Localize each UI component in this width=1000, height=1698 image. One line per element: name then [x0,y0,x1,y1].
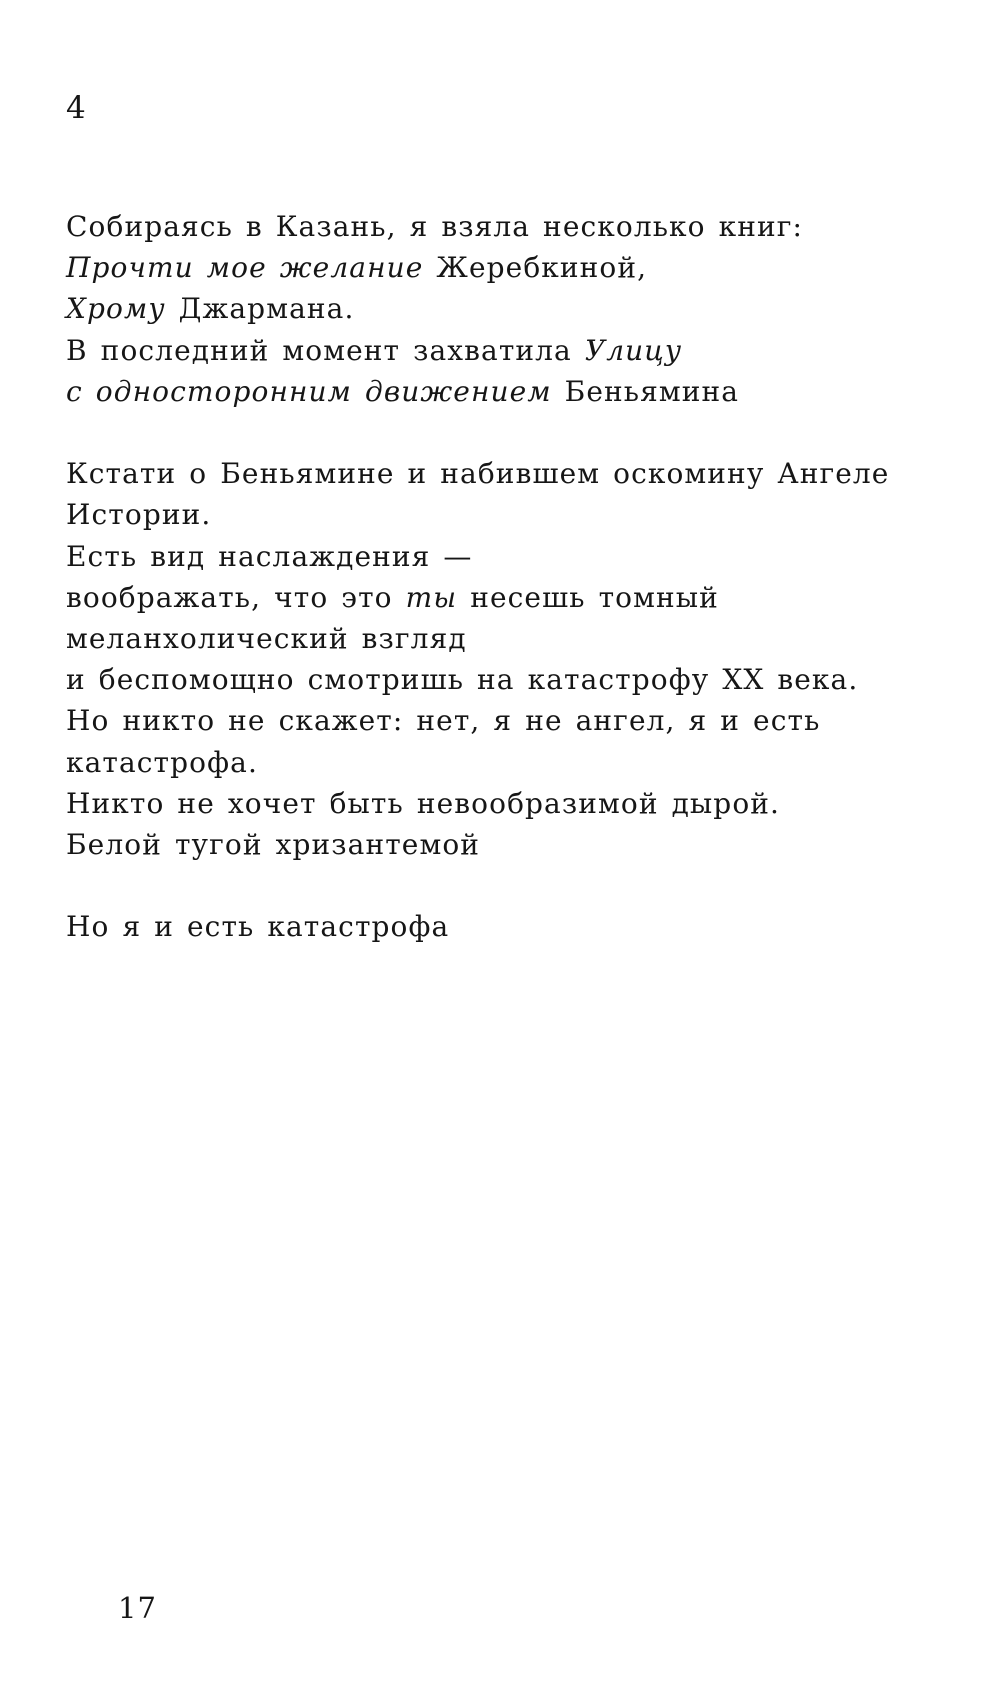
poem-line: Кстати о Беньямине и набившем оскомину Ангеле [66,457,890,491]
emphasis-italic: ты [405,580,458,614]
poem-line: Есть вид наслаждения — [66,539,473,573]
page-number: 17 [118,1591,157,1625]
poem-line: Собираясь в Казань, я взяла несколько книг: [66,210,804,243]
poem-line: Белой тугой хризантемой [66,828,481,862]
poem-line: Но никто не скажет: нет, я не ангел, я и есть [66,704,821,738]
poem-line [66,288,946,329]
book-title-italic: Прочти мое желание [66,251,424,285]
poem-line [66,247,946,288]
poem-line [66,577,946,618]
poem-line [66,330,946,371]
stanza-3 [66,906,946,947]
poem-line [66,371,946,412]
poem-line: меланхолический взгляд [66,622,467,656]
line-text: Джармана. [165,292,355,326]
line-text: несешь томный [457,580,719,614]
stanza-2 [66,453,946,865]
poem-line: и беспомощно смотришь на катастрофу XX века. [66,663,859,697]
line-text: Беньямина [551,374,740,408]
poem-line: Но я и есть катастрофа [66,910,450,944]
book-title-italic: Улицу [584,333,683,367]
line-text: воображать, что это [66,580,406,614]
book-title-italic: с односторонним движением [66,374,552,408]
poem-body [66,206,946,989]
line-text: В последний момент захватила [66,333,585,367]
poem-line: Никто не хочет быть невообразимой дырой. [66,786,781,820]
line-text: Жеребкиной, [423,251,648,285]
poem-line: Истории. [66,498,212,532]
book-title-italic: Хрому [66,292,166,326]
stanza-1 [66,206,946,412]
section-number: 4 [66,90,87,126]
poem-line: катастрофа. [66,745,258,779]
